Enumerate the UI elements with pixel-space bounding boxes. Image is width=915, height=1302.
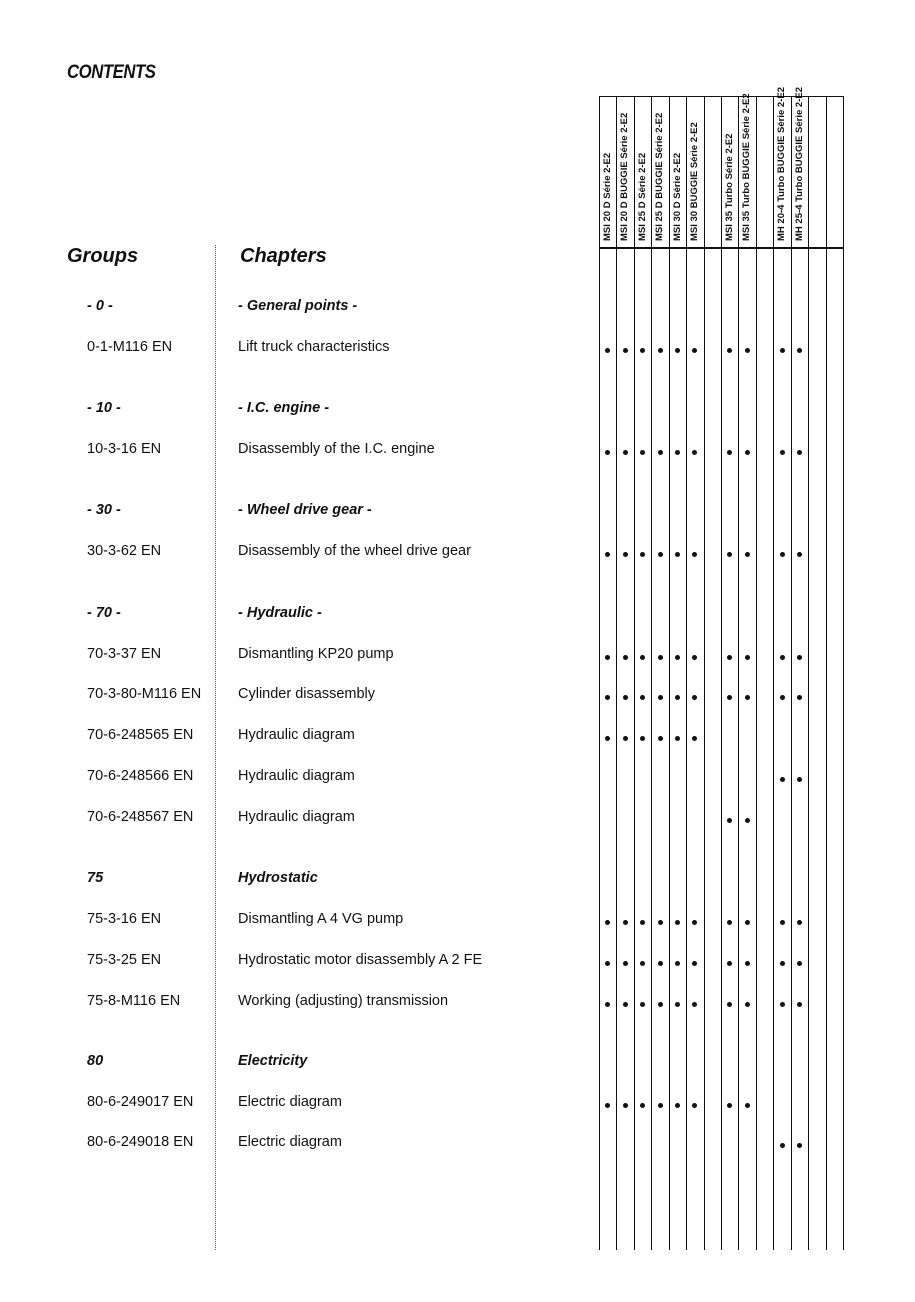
chapters-header: Chapters [240,245,327,267]
applicability-dot-icon [692,736,697,741]
column-header: MSI 35 Turbo Série 2-E2 [724,133,735,241]
chapter-title: Hydraulic diagram [238,768,355,784]
applicability-dot-icon [797,1143,802,1148]
applicability-dot-icon [692,695,697,700]
grid-column-line [651,96,652,1250]
applicability-dot-icon [675,1103,680,1108]
applicability-dot-icon [780,450,785,455]
applicability-dot-icon [797,552,802,557]
applicability-dot-icon [780,1143,785,1148]
applicability-dot-icon [780,777,785,782]
column-header: MSI 35 Turbo BUGGIE Série 2-E2 [741,93,753,241]
group-code: 80-6-249017 EN [87,1094,194,1110]
applicability-dot-icon [675,695,680,700]
applicability-dot-icon [658,1103,663,1108]
applicability-dot-icon [605,348,610,353]
applicability-dot-icon [692,552,697,557]
applicability-dot-icon [605,450,610,455]
applicability-dot-icon [745,1002,750,1007]
page-title: CONTENTS [67,62,156,83]
groups-header: Groups [67,245,139,267]
column-header: MSI 25 D Série 2-E2 [636,152,648,241]
applicability-dot-icon [675,552,680,557]
applicability-dot-icon [640,655,645,660]
grid-column-line [738,96,739,1250]
applicability-dot-icon [797,695,802,700]
grid-column-line [686,96,687,1250]
chapter-title: Lift truck characteristics [238,339,390,355]
model-applicability-grid [599,87,843,1250]
applicability-dot-icon [675,736,680,741]
applicability-dot-icon [623,961,628,966]
grid-column-line [669,96,670,1250]
applicability-dot-icon [780,920,785,925]
group-code: - 30 - [87,502,121,518]
applicability-dot-icon [692,920,697,925]
applicability-dot-icon [692,1002,697,1007]
group-code: - 10 - [87,400,121,416]
applicability-dot-icon [640,552,645,557]
grid-column-line [773,96,774,1250]
applicability-dot-icon [605,736,610,741]
chapter-title: - General points - [238,298,358,314]
chapter-title: Electric diagram [238,1094,342,1110]
applicability-dot-icon [675,348,680,353]
applicability-dot-icon [797,655,802,660]
group-code: 10-3-16 EN [87,441,162,457]
applicability-dot-icon [623,736,628,741]
chapter-title: - Wheel drive gear - [238,502,372,518]
applicability-dot-icon [727,348,732,353]
group-code: 70-6-248566 EN [87,768,194,784]
group-code: 70-6-248565 EN [87,727,194,743]
applicability-dot-icon [605,1002,610,1007]
group-code: 75-8-M116 EN [87,993,181,1009]
applicability-dot-icon [780,961,785,966]
applicability-dot-icon [623,1103,628,1108]
applicability-dot-icon [692,1103,697,1108]
grid-column-line [721,96,722,1250]
applicability-dot-icon [797,777,802,782]
grid-column-line [704,96,705,1250]
chapter-title: Hydrostatic [238,870,318,886]
grid-column-line [808,96,809,1250]
applicability-dot-icon [745,695,750,700]
group-code: 75 [87,870,104,886]
grid-column-line [826,96,827,1250]
applicability-dot-icon [658,1002,663,1007]
chapter-title: Cylinder disassembly [238,686,375,702]
applicability-dot-icon [605,920,610,925]
applicability-dot-icon [640,348,645,353]
applicability-dot-icon [640,695,645,700]
grid-column-line [616,96,617,1250]
applicability-dot-icon [727,450,732,455]
applicability-dot-icon [780,655,785,660]
applicability-dot-icon [745,655,750,660]
applicability-dot-icon [780,552,785,557]
applicability-dot-icon [780,348,785,353]
group-code: 75-3-16 EN [87,911,162,927]
applicability-dot-icon [745,552,750,557]
applicability-dot-icon [605,1103,610,1108]
column-divider [215,245,216,1250]
applicability-dot-icon [675,450,680,455]
chapter-title: Hydrostatic motor disassembly A 2 FE [238,952,483,968]
applicability-dot-icon [745,961,750,966]
applicability-dot-icon [692,961,697,966]
applicability-dot-icon [658,920,663,925]
applicability-dot-icon [640,1002,645,1007]
applicability-dot-icon [745,818,750,823]
applicability-dot-icon [623,552,628,557]
applicability-dot-icon [605,655,610,660]
applicability-dot-icon [780,695,785,700]
column-header: MSI 20 D BUGGIE Série 2-E2 [619,112,631,241]
group-code: - 70 - [87,605,121,621]
chapter-title: Hydraulic diagram [238,727,355,743]
group-code: 70-3-37 EN [87,646,162,662]
applicability-dot-icon [727,552,732,557]
applicability-dot-icon [675,1002,680,1007]
applicability-dot-icon [658,736,663,741]
applicability-dot-icon [623,920,628,925]
applicability-dot-icon [675,961,680,966]
grid-column-line [843,96,844,1250]
group-code: 0-1-M116 EN [87,339,173,355]
column-header: MSI 20 D Série 2-E2 [602,152,613,241]
applicability-dot-icon [640,961,645,966]
applicability-dot-icon [623,655,628,660]
chapter-title: - Hydraulic - [238,605,322,621]
chapter-title: Electricity [238,1053,308,1069]
applicability-dot-icon [727,961,732,966]
column-header [809,91,825,241]
grid-column-line [756,96,757,1250]
applicability-dot-icon [675,655,680,660]
applicability-dot-icon [727,1002,732,1007]
applicability-dot-icon [797,348,802,353]
grid-column-line [634,96,635,1250]
applicability-dot-icon [692,655,697,660]
column-header: MSI 25 D BUGGIE Série 2-E2 [654,112,666,241]
applicability-dot-icon [605,961,610,966]
applicability-dot-icon [605,552,610,557]
applicability-dot-icon [745,1103,750,1108]
grid-column-line [599,96,600,1250]
applicability-dot-icon [658,450,663,455]
group-code: - 0 - [87,298,113,314]
chapter-title: - I.C. engine - [238,400,330,416]
applicability-dot-icon [745,450,750,455]
applicability-dot-icon [797,1002,802,1007]
applicability-dot-icon [780,1002,785,1007]
group-code: 75-3-25 EN [87,952,162,968]
applicability-dot-icon [745,348,750,353]
applicability-dot-icon [745,920,750,925]
column-header: MH 20-4 Turbo BUGGIE Série 2-E2 [776,87,788,241]
applicability-dot-icon [640,450,645,455]
applicability-dot-icon [623,348,628,353]
applicability-dot-icon [640,736,645,741]
group-code: 70-6-248567 EN [87,809,194,825]
group-code: 30-3-62 EN [87,543,162,559]
group-code: 80 [87,1053,104,1069]
column-header: MSI 30 D Série 2-E2 [671,152,683,241]
chapter-title: Dismantling A 4 VG pump [238,911,404,927]
applicability-dot-icon [727,818,732,823]
grid-column-line [791,96,792,1250]
applicability-dot-icon [658,695,663,700]
chapter-title: Hydraulic diagram [238,809,355,825]
group-code: 80-6-249018 EN [87,1134,194,1150]
applicability-dot-icon [727,655,732,660]
applicability-dot-icon [623,450,628,455]
group-code: 70-3-80-M116 EN [87,686,202,702]
column-header [827,91,843,241]
applicability-dot-icon [605,695,610,700]
applicability-dot-icon [623,695,628,700]
chapter-title: Electric diagram [238,1134,342,1150]
applicability-dot-icon [658,961,663,966]
applicability-dot-icon [658,655,663,660]
applicability-dot-icon [675,920,680,925]
applicability-dot-icon [623,1002,628,1007]
chapter-title: Disassembly of the I.C. engine [238,441,435,457]
applicability-dot-icon [727,1103,732,1108]
applicability-dot-icon [658,348,663,353]
applicability-dot-icon [797,920,802,925]
applicability-dot-icon [727,695,732,700]
column-header [705,91,721,241]
applicability-dot-icon [797,961,802,966]
applicability-dot-icon [640,920,645,925]
applicability-dot-icon [797,450,802,455]
column-header [757,91,773,241]
applicability-dot-icon [692,348,697,353]
column-header: MSI 30 BUGGIE Série 2-E2 [689,122,701,241]
applicability-dot-icon [658,552,663,557]
chapter-title: Disassembly of the wheel drive gear [238,543,471,559]
applicability-dot-icon [640,1103,645,1108]
column-header: MH 25-4 Turbo BUGGIE Série 2-E2 [793,87,805,241]
chapter-title: Dismantling KP20 pump [238,646,394,662]
applicability-dot-icon [727,920,732,925]
applicability-dot-icon [692,450,697,455]
chapter-title: Working (adjusting) transmission [238,993,449,1009]
